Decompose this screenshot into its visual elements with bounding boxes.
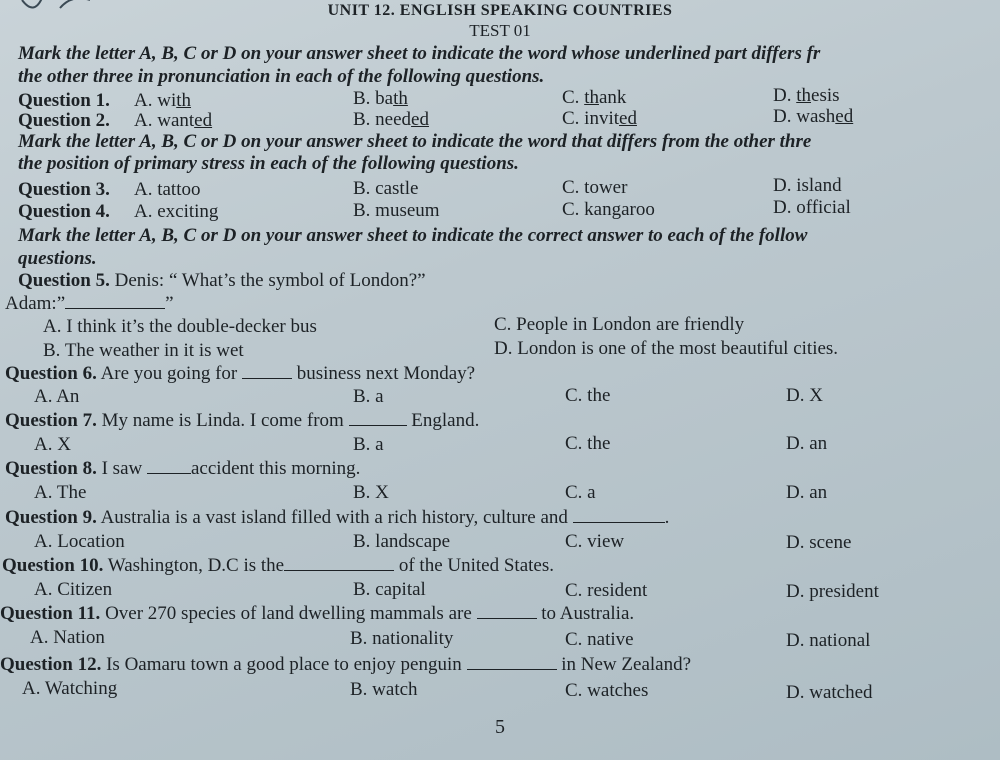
question-3-option-d[interactable]: D. island	[773, 175, 842, 196]
question-9-option-c[interactable]: C. view	[565, 531, 625, 552]
question-6-stem: Question 6. Are you going for business next Monday?	[5, 363, 476, 384]
question-3-option-a[interactable]: A. tattoo	[134, 179, 201, 200]
question-7-option-b[interactable]: B. a	[353, 434, 384, 455]
question-5-option-b[interactable]: B. The weather in it is wet	[43, 340, 244, 361]
question-6-option-d[interactable]: D. X	[786, 385, 823, 406]
question-3-option-b[interactable]: B. castle	[353, 178, 419, 199]
test-title: TEST 01	[469, 21, 531, 40]
question-5-response-line: Adam:” ”	[5, 293, 174, 314]
question-5-option-d[interactable]: D. London is one of the most beautiful cities.	[494, 338, 839, 359]
question-12-option-c[interactable]: C. watches	[565, 680, 649, 701]
question-11-option-c[interactable]: C. native	[565, 629, 634, 650]
question-12-stem: Question 12. Is Oamaru town a good place to enjoy penguin in New Zealand?	[0, 654, 692, 675]
question-5-option-a[interactable]: A. I think it’s the double-decker bus	[43, 316, 317, 337]
question-1-label: Question 1.	[18, 90, 110, 111]
question-8-option-d[interactable]: D. an	[786, 482, 828, 503]
question-4-label: Question 4.	[18, 201, 110, 222]
question-3-label: Question 3.	[18, 179, 110, 200]
answer-blank[interactable]	[573, 508, 665, 523]
question-1-option-a[interactable]: A. with	[134, 90, 192, 111]
section3-instruction-line2: questions.	[18, 248, 97, 269]
question-7-stem: Question 7. My name is Linda. I come from England.	[5, 410, 480, 431]
question-5-option-c[interactable]: C. People in London are friendly	[494, 314, 745, 335]
question-10-option-b[interactable]: B. capital	[353, 579, 426, 600]
question-6-option-c[interactable]: C. the	[565, 385, 611, 406]
answer-blank[interactable]	[65, 294, 165, 309]
section2-instruction-line1: Mark the letter A, B, C or D on your answer sheet to indicate the word that differs from the other thre	[18, 131, 812, 152]
question-8-option-a[interactable]: A. The	[34, 482, 87, 503]
question-10-option-c[interactable]: C. resident	[565, 580, 648, 601]
answer-blank[interactable]	[467, 655, 557, 670]
answer-blank[interactable]	[284, 556, 394, 571]
section3-instruction-line1: Mark the letter A, B, C or D on your answer sheet to indicate the correct answer to each of the follow	[18, 225, 808, 246]
question-9-option-a[interactable]: A. Location	[34, 531, 125, 552]
question-7-option-a[interactable]: A. X	[34, 434, 71, 455]
question-6-option-b[interactable]: B. a	[353, 386, 384, 407]
question-9-option-b[interactable]: B. landscape	[353, 531, 451, 552]
question-12-option-a[interactable]: A. Watching	[22, 678, 118, 699]
question-10-option-a[interactable]: A. Citizen	[34, 579, 113, 600]
question-4-option-c[interactable]: C. kangaroo	[562, 199, 655, 220]
question-8-stem: Question 8. I saw accident this morning.	[5, 458, 361, 479]
question-9-stem: Question 9. Australia is a vast island filled with a rich history, culture and .	[5, 507, 670, 528]
question-9-option-d[interactable]: D. scene	[786, 532, 852, 553]
question-2-option-c[interactable]: C. invited	[562, 108, 637, 129]
question-12-option-b[interactable]: B. watch	[350, 679, 418, 700]
question-1-option-d[interactable]: D. thesis	[773, 85, 840, 106]
question-8-option-b[interactable]: B. X	[353, 482, 389, 503]
question-4-option-b[interactable]: B. museum	[353, 200, 440, 221]
question-2-option-a[interactable]: A. wanted	[134, 110, 213, 131]
question-1-option-b[interactable]: B. bath	[353, 88, 408, 109]
question-2-label: Question 2.	[18, 110, 110, 131]
question-4-option-d[interactable]: D. official	[773, 197, 851, 218]
answer-blank[interactable]	[349, 411, 407, 426]
question-11-option-d[interactable]: D. national	[786, 630, 871, 651]
section2-instruction-line2: the position of primary stress in each of the following questions.	[18, 153, 519, 174]
section1-instruction-line2: the other three in pronunciation in each of the following questions.	[18, 66, 545, 87]
page-number: 5	[495, 716, 505, 738]
answer-blank[interactable]	[242, 364, 292, 379]
answer-blank[interactable]	[147, 459, 191, 474]
question-2-option-b[interactable]: B. needed	[353, 109, 429, 130]
unit-title: UNIT 12. ENGLISH SPEAKING COUNTRIES	[327, 2, 673, 19]
question-3-option-c[interactable]: C. tower	[562, 177, 628, 198]
question-6-option-a[interactable]: A. An	[34, 386, 80, 407]
question-11-option-a[interactable]: A. Nation	[30, 627, 105, 648]
question-10-option-d[interactable]: D. president	[786, 581, 879, 602]
question-10-stem: Question 10. Washington, D.C is the of the United States.	[2, 555, 554, 576]
question-2-option-d[interactable]: D. washed	[773, 106, 854, 127]
question-5-stem: Question 5. Denis: “ What’s the symbol of London?”	[18, 270, 426, 291]
question-8-option-c[interactable]: C. a	[565, 482, 596, 503]
question-1-option-c[interactable]: C. thank	[562, 87, 627, 108]
question-4-option-a[interactable]: A. exciting	[134, 201, 219, 222]
question-7-option-c[interactable]: C. the	[565, 433, 611, 454]
answer-blank[interactable]	[477, 604, 537, 619]
question-7-option-d[interactable]: D. an	[786, 433, 828, 454]
question-12-option-d[interactable]: D. watched	[786, 682, 873, 703]
section1-instruction-line1: Mark the letter A, B, C or D on your answer sheet to indicate the word whose underlined part differs fr	[18, 43, 821, 64]
question-11-option-b[interactable]: B. nationality	[350, 628, 454, 649]
question-11-stem: Question 11. Over 270 species of land dwelling mammals are to Australia.	[0, 603, 635, 624]
